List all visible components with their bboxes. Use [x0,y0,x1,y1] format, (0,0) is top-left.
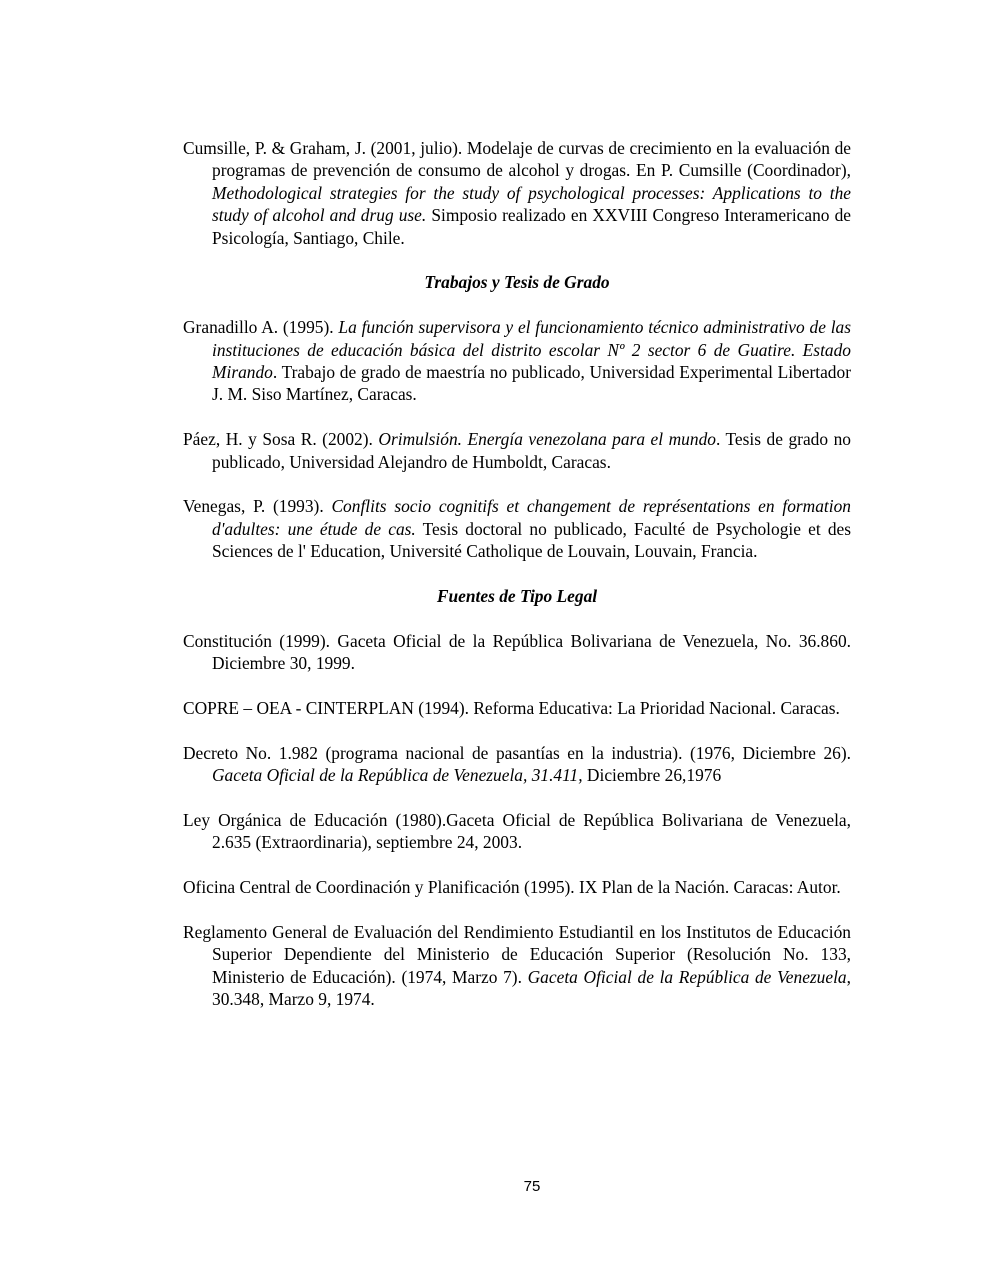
reference-cumsille-graham [183,137,851,249]
reference-constitucion [183,630,851,675]
reference-text: Diciembre 26,1976 [582,765,722,786]
reference-copre [183,697,851,719]
reference-text: Constitución (1999). Gaceta Oficial de la República Bolivariana de Venezuela, No. 36.860. Diciembre 30, 1999. [183,630,851,674]
document-page [183,137,851,1033]
reference-ley-organica [183,809,851,854]
reference-decreto [183,742,851,787]
reference-italic-text: Gaceta Oficial de la República de Venezuela [527,966,847,987]
reference-text: Oficina Central de Coordinación y Planificación (1995). IX Plan de la Nación. Caracas: Autor. [183,877,841,898]
reference-paez-sosa [183,428,851,473]
reference-text: Simposio realizado en XXVIII Congreso Interamericano de Psicología, Santiago, Chile. [212,205,851,248]
reference-italic-text: Gaceta Oficial de la República de Venezuela, 31.411, [212,765,583,786]
reference-text: Reglamento General de Evaluación del Rendimiento Estudiantil en los Institutos de Educación Superior Dependiente del Ministerio de Educación Superior (Resolución No. 133, Ministerio de Educación). (1974, Marzo 7). [183,922,851,987]
reference-oficina-central [183,876,851,898]
page-number: 75 [523,1178,541,1195]
section-heading-theses: Trabajos y Tesis de Grado [424,272,610,293]
reference-text: Cumsille, P. & Graham, J. (2001, julio). Modelaje de curvas de crecimiento en la evaluación de programas de prevención de consumo de alcohol y drogas. En P. Cumsille (Coordinador), [183,138,851,181]
section-heading-legal: Fuentes de Tipo Legal [436,586,598,607]
reference-text: Venegas, P. (1993). [183,496,332,517]
reference-text: COPRE – OEA - CINTERPLAN (1994). Reforma Educativa: La Prioridad Nacional. Caracas. [183,698,840,719]
reference-text: , 30.348, Marzo 9, 1974. [212,966,851,1010]
reference-italic-text: Orimulsión. Energía venezolana para el mundo [378,429,716,450]
reference-text: . Trabajo de grado de maestría no publicado, Universidad Experimental Libertador J. M. Siso Martínez, Caracas. [212,362,851,405]
reference-text: Tesis doctoral no publicado, Faculté de Psychologie et des Sciences de l' Education, Université Catholique de Louvain, Louvain, Francia. [212,518,852,562]
reference-italic-text: Conflits socio cognitifs et changement de représentations en formation d'adultes: une étude de cas. [212,496,851,539]
reference-granadillo [183,316,851,406]
reference-text: Decreto No. 1.982 (programa nacional de pasantías en la industria). (1976, Diciembre 26). [183,742,851,763]
reference-text: Granadillo A. (1995). [183,317,339,338]
reference-venegas [183,495,851,562]
reference-italic-text: La función supervisora y el funcionamiento técnico administrativo de las instituciones de educación básica del distrito escolar Nº 2 sector 6 de Guatire. Estado Mirando [212,317,851,383]
reference-reglamento [183,921,851,1011]
reference-italic-text: Methodological strategies for the study of psychological processes: Applications to the study of alcohol and drug use. [212,182,851,226]
reference-text: Ley Orgánica de Educación (1980).Gaceta Oficial de República Bolivariana de Venezuela, 2.635 (Extraordinaria), septiembre 24, 2003. [183,810,851,853]
reference-text: . Tesis de grado no publicado, Universidad Alejandro de Humboldt, Caracas. [212,429,851,472]
reference-text: Páez, H. y Sosa R. (2002). [183,429,379,450]
